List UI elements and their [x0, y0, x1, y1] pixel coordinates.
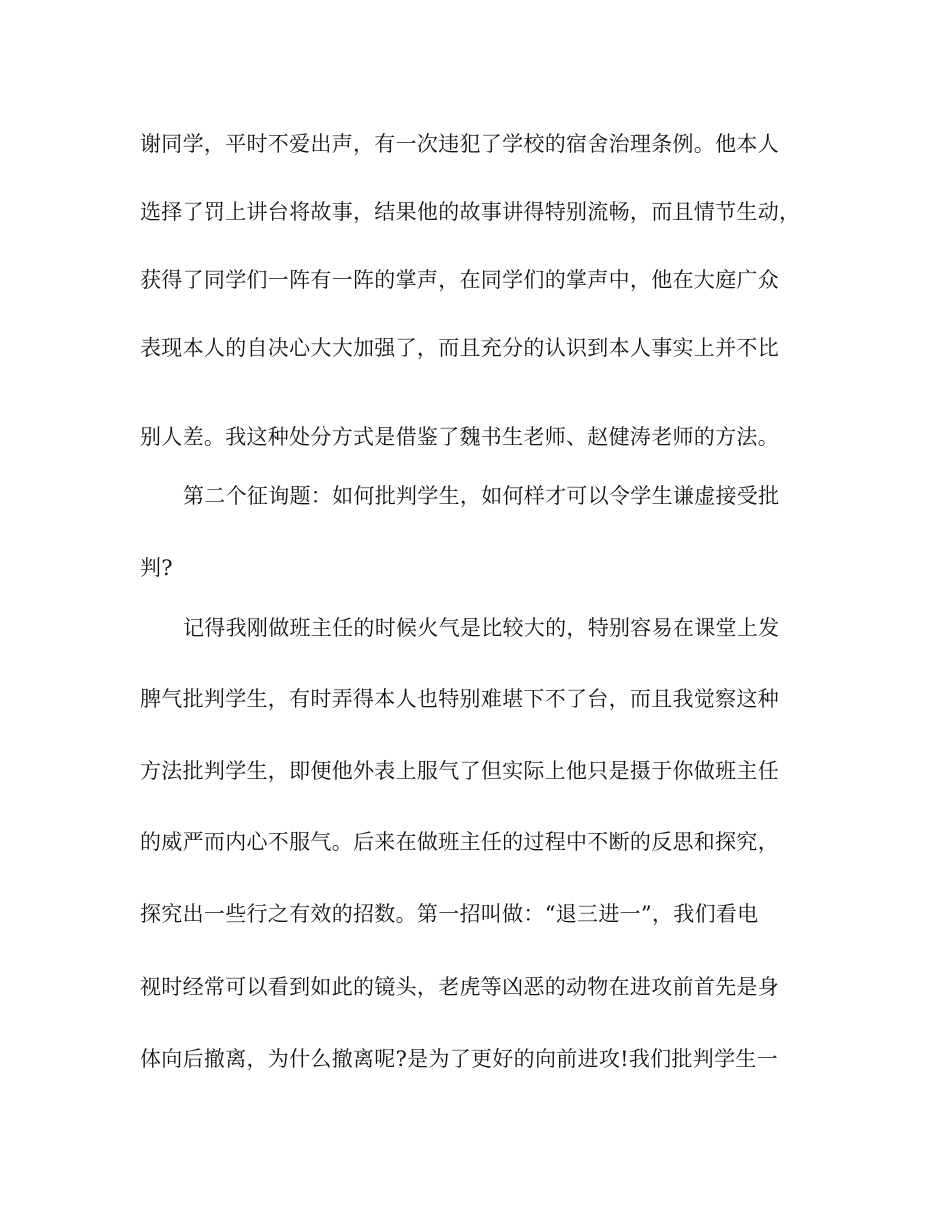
text-line: 谢同学，平时不爱出声，有一次违犯了学校的宿舍治理条例。他本人	[140, 132, 779, 156]
text-line: 方法批判学生，即便他外表上服气了但实际上他只是摄于你做班主任	[140, 759, 779, 783]
paragraph-first-line: 记得我刚做班主任的时候火气是比较大的，特别容易在课堂上发	[183, 616, 780, 640]
text-line: 获得了同学们一阵有一阵的掌声，在同学们的掌声中，他在大庭广众	[140, 268, 779, 292]
text-line: 体向后撤离，为什么撤离呢?是为了更好的向前进攻!我们批判学生一	[140, 1047, 778, 1071]
text-line: 选择了罚上讲台将故事，结果他的故事讲得特别流畅，而且情节生动，	[140, 200, 801, 224]
text-line: 表现本人的自决心大大加强了，而且充分的认识到本人事实上并不比	[140, 336, 779, 360]
text-line: 脾气批判学生，有时弄得本人也特别难堪下不了台，而且我觉察这种	[140, 687, 779, 711]
text-line: 探究出一些行之有效的招数。第一招叫做：“退三进一”，我们看电	[140, 902, 759, 926]
text-line: 别人差。我这种处分方式是借鉴了魏书生老师、赵健涛老师的方法。	[140, 425, 779, 449]
paragraph-first-line: 第二个征询题：如何批判学生，如何样才可以令学生谦虚接受批	[183, 484, 780, 508]
text-line: 的威严而内心不服气。后来在做班主任的过程中不断的反思和探究，	[140, 830, 779, 854]
text-line: 判?	[140, 556, 173, 580]
text-line: 视时经常可以看到如此的镜头，老虎等凶恶的动物在进攻前首先是身	[140, 975, 779, 999]
